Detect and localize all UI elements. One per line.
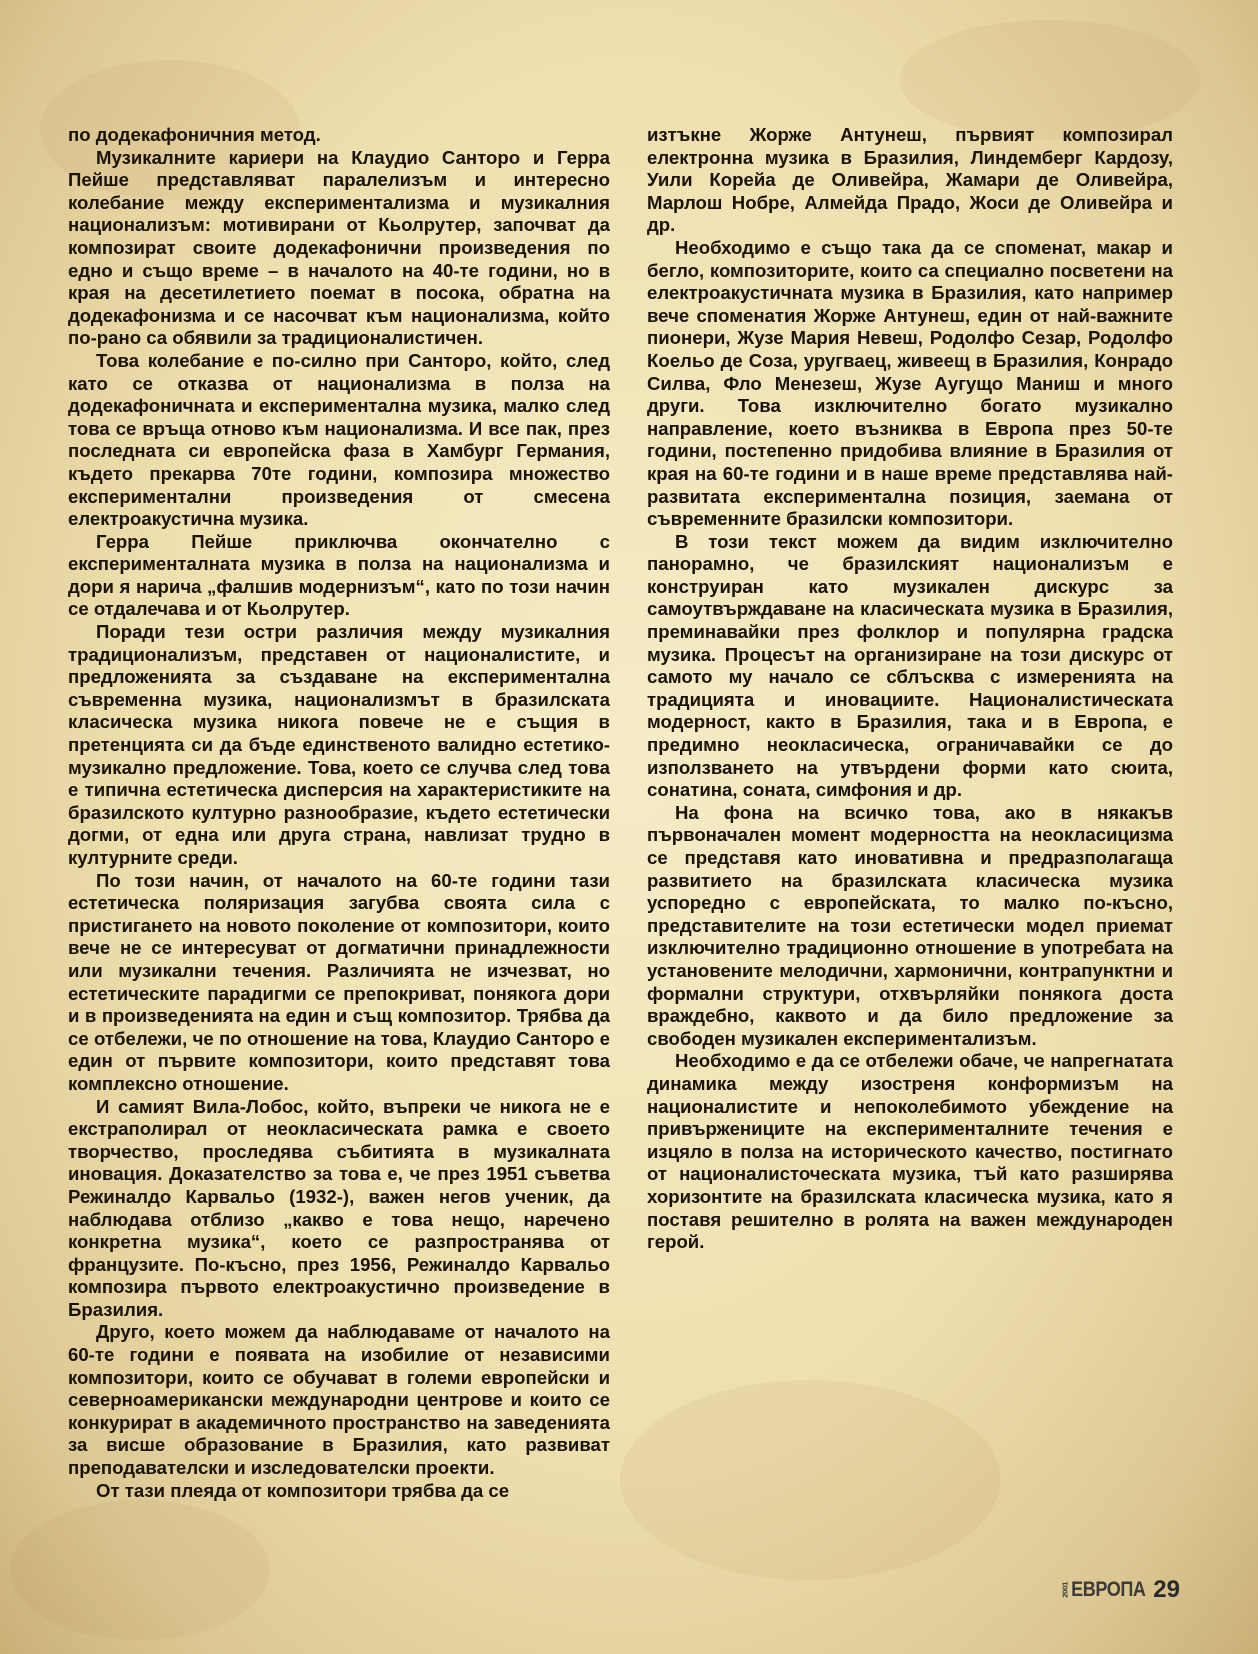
logo-year: 2001 (1061, 1582, 1070, 1598)
paragraph: По този начин, от началото на 60-те години тази естетическа поляризация загубва своята сила с пристигането на новото поколение от композитори, които вече не се интересуват от догматични принадлежности или музикални течения. Различията не изчезват, но естетическите парадигми се препокриват, понякога дори и в произведенията на един и същ композитор. Трябва да се отбележи, че по отношение на това, Клаудио Санторо е един от първите композитори, които представят това комплексно отношение. (68, 869, 610, 1094)
paragraph: Друго, което можем да наблюдаваме от началото на 60-те години е появата на изобилие от независими композитори, които се обучават в големи европейски и северноамерикански международни центрове и които се конкурират в академичното пространство на заведенията за висше образование в Бразилия, като развиват преподавателски и изследователски проекти. (68, 1321, 610, 1479)
paper-stain (10, 1500, 270, 1640)
paragraph: Необходимо е да се отбележи обаче, че напрегнатата динамика между изостреня конформизъм на националистите и непоколебимото убеждение на привържениците на експерименталните течения е изцяло в полза на историческото качество, постигнато от националисточеската музика, тъй като разширява хоризонтите на бразилската класическа музика, като я поставя решително в ролята на важен международен герой. (647, 1050, 1173, 1253)
paragraph: Герра Пейше приключва окончателно с експерименталната музика в полза на национализма и дори я нарича „фалшив модернизъм“, като по този начин се отдалечава и от Кьолрутер. (68, 530, 610, 620)
magazine-logo (1062, 1578, 1145, 1602)
paragraph: Необходимо е също така да се споменат, макар и бегло, композиторите, които са специално посветени на електроакустичната музика в Бразилия, като например вече споменатия Жорже Антунеш, един от най-важните пионери, Жузе Мария Невеш, Родолфо Сезар, Родолфо Коельо де Соза, уругваец, живеещ в Бразилия, Конрадо Силва, Фло Менезеш, Жузе Аугущо Маниш и много други. Това изключително богато музикално направление, което възниква в Европа през 50-те години, постепенно придобива влияние в Бразилия от края на 60-те години и в наше време представлява най-развитата експериментална позиция, заемана от съвременните бразилски композитори. (647, 236, 1173, 530)
paragraph: И самият Вила-Лобос, който, въпреки че никога не е екстраполирал от неокласическата рамка е своето творчество, проследява събитията в музикалната иновация. Доказателство за това е, че през 1951 съветва Режиналдо Карвальо (1932-), важен негов ученик, да наблюдава отблизо „какво е това нещо, наречено конкретна музика“, което се разпространява от французите. По-късно, през 1956, Режиналдо Карвальо композира първото електроакустично произведение в Бразилия. (68, 1095, 610, 1320)
paragraph: по додекафоничния метод. (68, 124, 321, 145)
left-text-column (68, 124, 610, 1502)
paragraph: Музикалните кариери на Клаудио Санторо и Герра Пейше представляват паралелизъм и интересно колебание между експериментализма и музикалния национализъм: мотивирани от Кьолрутер, започват да композират своите додекафонични произведения по едно и също време – в началото на 40-те години, но в края на десетилетието поемат в посока, обратна на додекафонизма и се насочват към национализма, който по-рано са обявили за традиционалистичен. (68, 146, 610, 349)
paragraph: В този текст можем да видим изключително панорамно, че бразилският национализъм е конструиран като музикален дискурс за самоутвърждаване на класическата музика в Бразилия, преминавайки през фолклор и популярна градска музика. Процесът на организиране на този дискурс от самото му начало се сблъсква с измеренията на традицията и иновациите. Националистическата модерност, както в Бразилия, така и в Европа, е предимно неокласическа, ограничавайки се до използването на утвърдени форми като сюита, сонатина, соната, симфония и др. (647, 530, 1173, 801)
paragraph: изтъкне Жорже Антунеш, първият композирал електронна музика в Бразилия, Линдемберг Кардозу, Уили Корейа де Оливейра, Жамари де Оливейра, Марлош Нобре, Алмейда Прадо, Жоси де Оливейра и др. (647, 124, 1173, 236)
right-text-column (647, 124, 1173, 1254)
page-footer (1049, 1576, 1180, 1604)
logo-name: ЕВРОПА (1070, 1578, 1146, 1601)
paragraph: На фона на всичко това, ако в някакъв първоначален момент модерността на неокласицизма се представя като иновативна и предразполагаща развитието на бразилската класическа музика успоредно с европейската, то малко по-късно, представителите на този естетически модел приемат изключително традиционно отношение в употребата на установените мелодични, хармонични, контрапунктни и формални структури, отхвърляйки понякога доста враждебно, каквото и да било предложение за свободен музикален експериментализъм. (647, 801, 1173, 1049)
paper-stain (900, 20, 1200, 140)
page-number: 29 (1153, 1576, 1180, 1603)
paragraph: Поради тези остри различия между музикалния традиционализъм, представен от националистите, и предложенията за създаване на експериментална съвременна музика, национализмът в бразилската класическа музика никога повече не е същия в претенцията си да бъде единственото валидно естетико-музикално предложение. Това, което се случва след това е типична естетическа дисперсия на характеристиките на бразилското културно разнообразие, където естетически догми, от една или друга страна, навлизат трудно в културните среди. (68, 621, 610, 868)
paper-stain (620, 1380, 1000, 1580)
paragraph: От тази плеяда от композитори трябва да се (96, 1479, 510, 1501)
paragraph: Това колебание е по-силно при Санторо, който, след като се отказва от национализма в полза на додекафоничната и експериментална музика, малко след това се връща отново към национализма. И все пак, през последната си европейска фаза в Хамбург Германия, където прекарва 70те години, композира множество експериментални произведения от смесена електроакустична музика. (68, 349, 610, 530)
